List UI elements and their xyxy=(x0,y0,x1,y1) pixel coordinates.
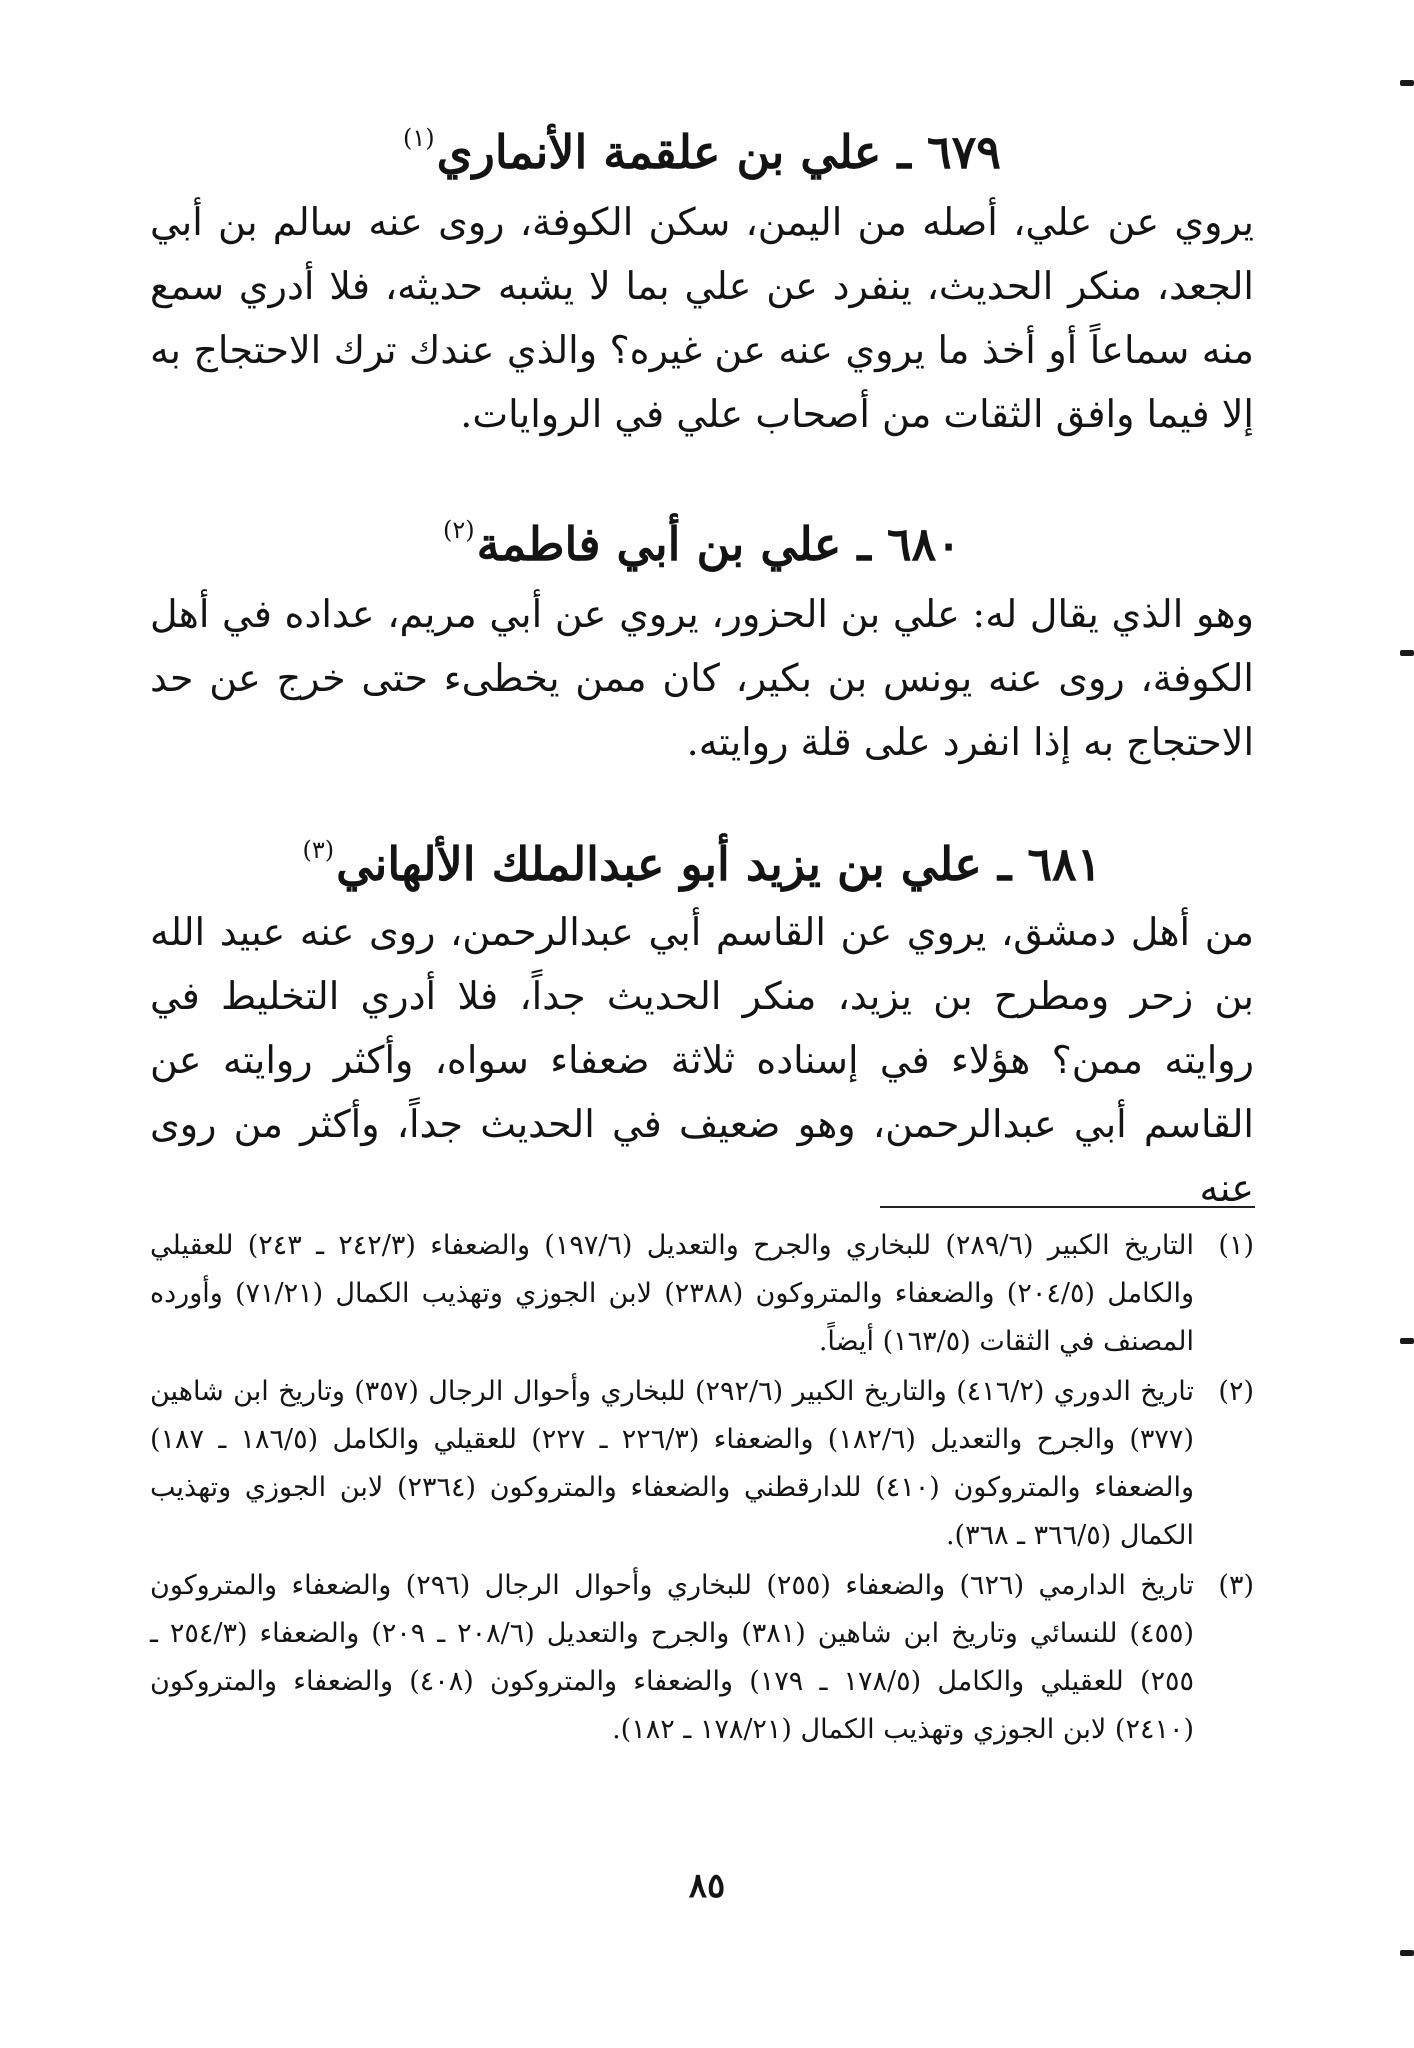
footnote-text: التاريخ الكبير (٢٨٩/٦) للبخاري والجرح والتعديل (١٩٧/٦) والضعفاء (٢٤٢/٣ ـ ٢٤٣) للعقيلي والكامل (٢٠٤/٥) والضعفاء والمتروكون (٢٣٨٨) لابن الجوزي وتهذيب الكمال (٧١/٢١) وأورده المصنف في الثقات (١٦٣/٥) أيضاً. xyxy=(150,1230,1195,1357)
footnote xyxy=(150,1562,1254,1754)
footnote-ref: (٣) xyxy=(302,836,335,864)
page-number: ٨٥ xyxy=(688,1866,726,1906)
scan-edge-mark xyxy=(1400,1950,1414,1956)
footnote-number: (٢) xyxy=(1218,1376,1254,1407)
entry-body: يروي عن علي، أصله من اليمن، سكن الكوفة، روى عنه سالم بن أبي الجعد، منكر الحديث، ينفرد عن علي بما لا يشبه حديثه، فلا أدري سمع منه سماعاً أو أخذ ما يروي عنه عن غيره؟ والذي عندك ترك الاحتجاج به إلا فيما وافق الثقات من أصحاب علي في الروايات. xyxy=(150,200,1254,436)
footnote-text: تاريخ الدوري (٤١٦/٢) والتاريخ الكبير (٢٩٢/٦) للبخاري وأحوال الرجال (٣٥٧) وتاريخ ابن شاهين (٣٧٧) والجرح والتعديل (١٨٢/٦) والضعفاء (٢٢٦/٣ ـ ٢٢٧) للعقيلي والكامل (١٨٦/٥ ـ ١٨٧) والضعفاء والمتروكون (٤١٠) للدارقطني والضعفاء والمتروكون (٢٣٦٤) لابن الجوزي وتهذيب الكمال (٣٦٦/٥ ـ ٣٦٨). xyxy=(150,1376,1195,1551)
entry-title-text: ٦٧٩ ـ علي بن علقمة الأنماري xyxy=(436,125,1001,179)
footnote xyxy=(150,1222,1254,1366)
footnote-divider xyxy=(880,1206,1255,1208)
entry-title-text: ٦٨٠ ـ علي بن أبي فاطمة xyxy=(476,517,961,571)
entry-title xyxy=(150,108,1254,182)
entry-title xyxy=(150,820,1254,894)
entry-body: من أهل دمشق، يروي عن القاسم أبي عبدالرحمن، روى عنه عبيد الله بن زحر ومطرح بن يزيد، منكر الحديث جداً، فلا أدري التخليط في روايته ممن؟ هؤلاء في إسناده ثلاثة ضعفاء سواه، وأكثر روايته عن القاسم أبي عبدالرحمن، وهو ضعيف في الحديث جداً، وأكثر من روى عنه xyxy=(150,910,1254,1210)
scan-edge-mark xyxy=(1400,1338,1414,1344)
footnote xyxy=(150,1368,1254,1560)
footnote-text: تاريخ الدارمي (٦٢٦) والضعفاء (٢٥٥) للبخاري وأحوال الرجال (٢٩٦) والضعفاء والمتروكون (٤٥٥) للنسائي وتاريخ ابن شاهين (٣٨١) والجرح والتعديل (٢٠٨/٦ ـ ٢٠٩) والضعفاء (٢٥٤/٣ ـ ٢٥٥) للعقيلي والكامل (١٧٨/٥ ـ ١٧٩) والضعفاء والمتروكون (٤٠٨) والضعفاء والمتروكون (٢٤١٠) لابن الجوزي وتهذيب الكمال (١٧٨/٢١ ـ ١٨٢). xyxy=(150,1570,1194,1745)
scan-edge-mark xyxy=(1400,650,1414,656)
footnote-number: (١) xyxy=(1218,1230,1254,1261)
footnote-ref: (٢) xyxy=(443,516,475,544)
footnote-number: (٣) xyxy=(1218,1570,1254,1601)
footnotes xyxy=(150,1222,1254,1756)
entry-body: وهو الذي يقال له: علي بن الحزور، يروي عن أبي مريم، عداده في أهل الكوفة، روى عنه يونس بن بكير، كان ممن يخطىء حتى خرج عن حد الاحتجاج به إذا انفرد على قلة روايته. xyxy=(150,592,1255,764)
scan-edge-mark xyxy=(1400,80,1414,86)
entry-title-text: ٦٨١ ـ علي بن يزيد أبو عبدالملك الألهاني xyxy=(336,837,1102,891)
footnote-ref: (١) xyxy=(403,124,435,152)
entry-title xyxy=(150,500,1254,574)
